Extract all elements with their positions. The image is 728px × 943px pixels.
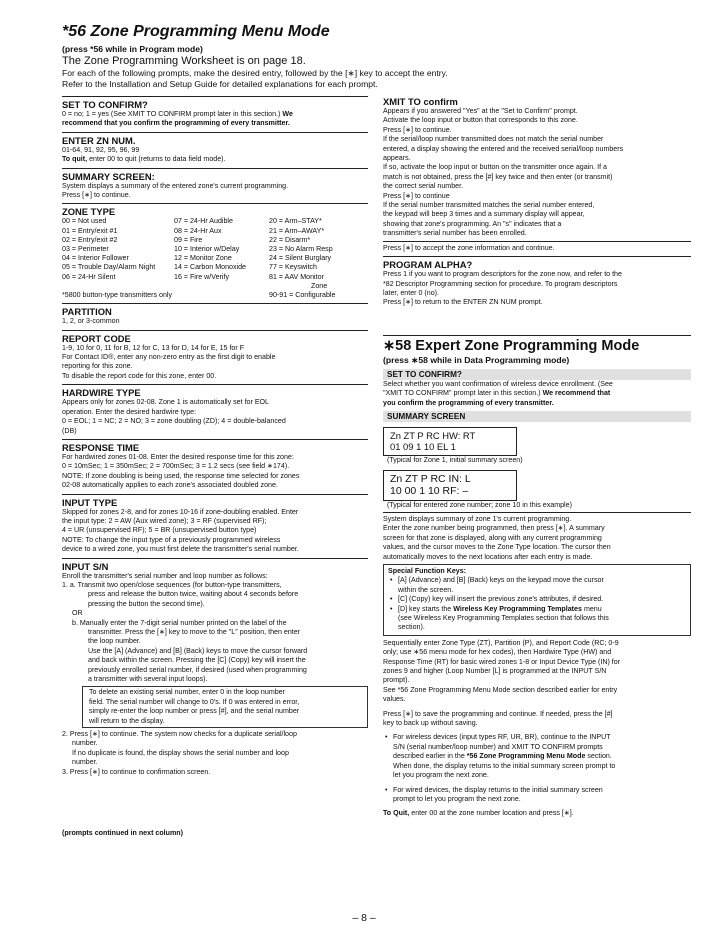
- input-type-line-2: the input type: 2 = AW (Aux wired zone); 3 = RF (supervised RF);: [62, 516, 267, 525]
- page-subtitle: (press *56 while in Program mode): [62, 44, 203, 54]
- key-bullet: [D] key starts the: [398, 604, 452, 613]
- xmit-heading: XMIT TO confirm: [383, 96, 458, 107]
- alpha-line: Press [∗] to return to the ENTER ZN NUM prompt.: [383, 298, 543, 307]
- set-to-confirm-text: 0 = no; 1 = yes (See XMIT TO CONFIRM prompt later in this section.): [62, 110, 281, 118]
- xmit-text: [383, 107, 691, 239]
- xmit-line: showing that zone's programming. An "s" indicates that a: [383, 219, 562, 228]
- divider: [383, 241, 691, 242]
- wired-bullet: • For wired devices, the display returns to the initial summary screen: [383, 786, 691, 795]
- xmit-line: entered, a display showing the entered and the received serial/loop numbers: [383, 144, 624, 153]
- input-sn-line: pressing the button the second time).: [88, 599, 205, 608]
- input-type-section: [62, 494, 368, 555]
- xmit-line: the keypad will beep 3 times and a summary display will appear,: [383, 210, 585, 219]
- summary-text: System displays a summary of the entered zone's current programming.: [62, 181, 289, 190]
- zone-type-cell: 23 = No Alarm Resp: [269, 245, 333, 254]
- input-sn-line: b. Manually enter the 7-digit serial number printed on the label of the: [72, 618, 287, 627]
- report-code-line-1: 1-9, 10 for 0, 11 for B, 12 for C, 13 for D, 14 for E, 15 for F: [62, 343, 245, 352]
- response-line-1: For hardwired zones 01-08. Enter the desired response time for this zone:: [62, 452, 294, 461]
- zone-type-configurable: 90-91 = Configurable: [269, 291, 336, 300]
- alpha-line: Press 1 if you want to program descriptors for the zone now, and refer to the: [383, 270, 622, 279]
- program-alpha-heading: PROGRAM ALPHA?: [383, 259, 473, 271]
- enter-zn-section: [62, 132, 368, 165]
- page-title: *56 Zone Programming Menu Mode: [62, 23, 330, 40]
- expert-title: ∗58 Expert Zone Programming Mode: [383, 337, 640, 354]
- key-bullet: • [A] (Advance) and [B] (Back) keys on the keypad move the cursor: [388, 576, 686, 585]
- set-to-confirm-recommend: recommend that you confirm the programming of every transmitter.: [62, 119, 290, 128]
- response-time-heading: RESPONSE TIME: [62, 441, 140, 453]
- page-number: – 8 –: [352, 912, 376, 924]
- zone-type-cell: 06 = 24-Hr Silent: [62, 272, 116, 281]
- key-bullet: • [C] (Copy) key will insert the previous zone's attributes, if desired.: [388, 595, 686, 604]
- expert-sequence-text: [383, 639, 691, 705]
- continued-note: (prompts continued in next column): [62, 829, 183, 838]
- expert-confirm-line: "XMIT TO CONFIRM" prompt later in this section.): [383, 389, 541, 398]
- zone-type-row: [62, 217, 368, 226]
- quit-label: To Quit,: [383, 809, 410, 818]
- set-to-confirm-bold: We: [282, 110, 293, 118]
- expert-para-line: Sequentially enter Zone Type (ZT), Partition (P), and Report Code (RC; 0-9: [383, 638, 619, 647]
- report-code-section: [62, 330, 368, 382]
- expert-summary-heading: SUMMARY SCREEN: [383, 411, 691, 422]
- xmit-line: Press [∗] to continue.: [383, 125, 452, 134]
- zone-type-cell: 00 = Not used: [62, 217, 107, 226]
- hardwire-line-2: operation. Enter the desired hardwire type:: [62, 407, 197, 416]
- lcd-display-zone1: [383, 427, 517, 456]
- zone-type-row: [62, 254, 368, 263]
- zone-menu-ref: *56 Zone Programming Menu Mode: [466, 752, 586, 761]
- expert-para-line: Response Time (RT) for basic wired zones 1-8 or Input Device Type (IN) for: [383, 657, 621, 666]
- expert-para-line: values.: [383, 695, 406, 704]
- zone-type-table: [62, 217, 368, 291]
- zone-type-cell: 01 = Entry/exit #1: [62, 226, 118, 235]
- zone-type-cell: 22 = Disarm*: [269, 235, 311, 244]
- lcd-line: Zn ZT P RC HW: RT: [390, 429, 476, 441]
- input-sn-line: 1. a. Transmit two open/close sequences (for button-type transmitters,: [62, 580, 282, 589]
- expert-recommend-line: you confirm the programming of every transmitter.: [383, 398, 554, 407]
- zone-type-cell: 09 = Fire: [174, 235, 203, 244]
- expert-confirm-heading: SET TO CONFIRM?: [383, 369, 691, 380]
- zone-type-cell: [62, 282, 174, 291]
- key-bullet-end: menu: [583, 604, 602, 613]
- quit-text: enter 00 at the zone number location and press [∗].: [411, 809, 574, 818]
- response-time-section: [62, 439, 368, 491]
- input-sn-line: press and release the button twice, waiting about 4 seconds before: [88, 590, 299, 599]
- enter-zn-quit-label: To quit,: [62, 155, 88, 164]
- expert-section: [383, 338, 691, 819]
- expert-subtitle: (press ∗58 while in Data Programming mode): [383, 354, 570, 365]
- xmit-line: If the serial/loop number transmitted does not match the serial number: [383, 135, 604, 144]
- wireless-bullet-cont: When done, the display returns to the initial summary screen prompt to: [393, 761, 616, 770]
- xmit-line: the correct serial number.: [383, 182, 464, 191]
- input-sn-heading: INPUT S/N: [62, 560, 109, 572]
- delete-note-line: field. The serial number will change to 0's. If 0 was entered in error,: [89, 697, 300, 706]
- left-column: [62, 96, 368, 842]
- input-sn-line: number.: [72, 739, 98, 748]
- expert-summary-text: [383, 515, 691, 562]
- intro-line-1: For each of the following prompts, make the desired entry, followed by the [∗] key to accept the entry.: [62, 68, 448, 78]
- lcd-caption: (Typical for Zone 1, initial summary screen): [387, 455, 523, 464]
- key-bullet-cont: (see Wireless Key Programming Templates section that follows this: [398, 614, 609, 622]
- expert-para-line: Enter the zone number being programmed, then press [∗]. A summary: [383, 524, 605, 533]
- report-code-line-4: To disable the report code for this zone, enter 00.: [62, 371, 217, 380]
- input-type-line-3: 4 = UR (unsupervised RF); 5 = BR (unsupervised button type): [62, 526, 257, 535]
- delete-note-line: will return to the display.: [89, 716, 165, 725]
- input-type-line-5: device to a wired zone, you must first delete the transmitter's serial number.: [62, 545, 299, 554]
- zone-type-cell: 10 = Interior w/Delay: [174, 245, 240, 254]
- zone-type-cell: 81 = AAV Monitor: [269, 272, 324, 281]
- special-keys-heading: Special Function Keys:: [388, 566, 467, 575]
- lcd-caption: (Typical for entered zone number; zone 10 in this example): [387, 500, 572, 509]
- lcd-line: 10 00 1 10 RF: –: [390, 485, 469, 498]
- alpha-line: *82 Descriptor Programming section for procedure. To program descriptors: [383, 279, 618, 288]
- zone-type-footnote: *5800 button-type transmitters only: [62, 291, 173, 300]
- page-header: [62, 22, 674, 90]
- input-sn-line: a transmitter with several input loops).: [88, 675, 208, 684]
- zone-type-cell: 16 = Fire w/Verify: [174, 272, 229, 281]
- input-type-heading: INPUT TYPE: [62, 496, 118, 508]
- xmit-line: If the serial number transmitted matches the serial number entered,: [383, 201, 595, 210]
- right-column: [383, 96, 691, 819]
- report-code-line-3: reporting for this zone.: [62, 362, 133, 371]
- summary-heading: SUMMARY SCREEN:: [62, 170, 155, 182]
- zone-type-heading: ZONE TYPE: [62, 206, 116, 218]
- summary-continue: Press [∗] to continue.: [62, 191, 131, 200]
- special-function-keys-box: [383, 564, 691, 636]
- zone-type-cell: 24 = Silent Burglary: [269, 254, 332, 263]
- wireless-bullet-end: section.: [587, 752, 612, 761]
- enter-zn-heading: ENTER ZN NUM.: [62, 134, 136, 146]
- lcd-line: 01 09 1 10 EL 1: [390, 441, 456, 453]
- xmit-line: appears.: [383, 154, 411, 163]
- expert-confirm-line: Select whether you want confirmation of wireless device enrollment. (See: [383, 379, 613, 388]
- set-to-confirm-heading: SET TO CONFIRM?: [62, 99, 148, 110]
- wireless-bullet-cont: described earlier in the: [393, 752, 465, 761]
- delete-note-line: To delete an existing serial number, enter 0 in the loop number: [89, 688, 285, 697]
- wireless-bullet-cont: let you program the next zone.: [393, 771, 489, 780]
- zone-type-cell: 20 = Arm–STAY*: [269, 217, 322, 226]
- input-sn-line: 3. Press [∗] to continue to confirmation screen.: [62, 767, 211, 776]
- program-alpha-text: [383, 270, 691, 308]
- xmit-line: Appears if you answered "Yes" at the "Set to Confirm" prompt.: [383, 107, 578, 115]
- report-code-line-2: For Contact ID®, enter any non-zero entry as the first digit to enable: [62, 353, 276, 362]
- wired-bullet-cont: prompt to let you program the next zone.: [393, 794, 521, 803]
- zone-type-cell: 07 = 24-Hr Audible: [174, 217, 233, 226]
- lcd-line: Zn ZT P RC IN: L: [390, 472, 471, 485]
- expert-para-line: zones 9 and higher (Loop Number [L] is programmed at the INPUT S/N: [383, 667, 607, 676]
- zone-type-row: [62, 245, 368, 254]
- hardwire-line-4: (DB): [62, 426, 77, 435]
- input-sn-line: the loop number.: [88, 637, 141, 646]
- enter-zn-range: 01-64, 91, 92, 95, 96, 99: [62, 145, 140, 154]
- zone-type-cell: 14 = Carbon Monoxide: [174, 263, 246, 272]
- zone-type-row: [62, 227, 368, 236]
- zone-type-cell: [174, 282, 269, 291]
- xmit-line: If so, activate the loop input or button on the transmitter once again. If a: [383, 163, 607, 172]
- input-type-line-4: NOTE: To change the input type of a previously programmed wireless: [62, 535, 281, 544]
- worksheet-note: The Zone Programming Worksheet is on page 18.: [62, 55, 306, 67]
- partition-section: [62, 303, 368, 326]
- alpha-line: later, enter 0 (no).: [383, 288, 439, 297]
- hardwire-line-1: Appears only for zones 02-08. Zone 1 is automatically set for EOL: [62, 398, 270, 407]
- summary-section: [62, 168, 368, 201]
- expert-para-line: Press [∗] to save the programming and continue. If needed, press the [#]: [383, 709, 613, 718]
- input-sn-line: number.: [72, 758, 98, 767]
- set-to-confirm-section: [62, 96, 368, 129]
- zone-type-cell: 21 = Arm–AWAY*: [269, 226, 325, 235]
- zone-type-section: [62, 203, 368, 300]
- xmit-line: transmitter's serial number has been enrolled.: [383, 229, 527, 238]
- zone-type-cell: 77 = Keyswitch: [269, 263, 317, 272]
- divider: [383, 335, 691, 336]
- input-sn-line: Enroll the transmitter's serial number and loop number as follows:: [62, 571, 268, 580]
- input-sn-line: If no duplicate is found, the display shows the serial number and loop: [72, 748, 289, 757]
- zone-type-cell: 12 = Monitor Zone: [174, 254, 232, 263]
- zone-type-cell: 03 = Perimeter: [62, 245, 109, 254]
- response-line-3: NOTE: If zone doubling is being used, the response time selected for zones: [62, 471, 300, 480]
- input-sn-or: OR: [72, 609, 83, 618]
- report-code-heading: REPORT CODE: [62, 332, 131, 344]
- expert-para-line: only; use ∗56 menu mode for hex codes), then Hardwire Type (HW) and: [383, 648, 612, 657]
- hardwire-type-section: [62, 384, 368, 436]
- expert-para-line: See *56 Zone Programming Menu Mode section described earlier for entry: [383, 685, 618, 694]
- input-sn-section: [62, 558, 368, 839]
- zone-type-cell: Zone: [311, 281, 328, 290]
- expert-save-text: [383, 710, 691, 729]
- xmit-line: match is not obtained, press the [#] key twice and then enter (or transmit): [383, 172, 613, 181]
- expert-para-line: key to back up without saving.: [383, 719, 478, 728]
- zone-type-row: [62, 236, 368, 245]
- input-type-line-1: Skipped for zones 2-8, and for zones 10-16 if zone-doubling enabled. Enter: [62, 507, 299, 516]
- response-line-4: 02-08 automatically applies to each zone's associated doubled zone.: [62, 481, 278, 490]
- expert-para-line: screen for that zone is displayed, along with any current programming: [383, 533, 602, 542]
- wireless-bullet: • For wireless devices (input types RF, UR, BR), continue to the INPUT: [383, 733, 691, 742]
- hardwire-line-3: 0 = EOL; 1 = NC; 2 = NO; 3 = zone doubling (ZD); 4 = double-balanced: [62, 417, 286, 426]
- expert-para-line: System displays summary of zone 1's current programming.: [383, 514, 572, 523]
- zone-type-cell: 08 = 24-Hr Aux: [174, 226, 222, 235]
- expert-recommend: We recommend that: [542, 389, 611, 398]
- lcd-display-zone10: [383, 470, 517, 501]
- zone-type-row: [62, 282, 368, 291]
- expert-para-line: automatically moves to the next locations after each entry is made.: [383, 552, 593, 561]
- partition-heading: PARTITION: [62, 306, 112, 318]
- input-sn-line: 2. Press [∗] to continue. The system now checks for a duplicate serial/loop: [62, 730, 297, 739]
- input-sn-line: previously enrolled serial number, if desired (used when programming: [88, 665, 307, 674]
- xmit-line: Press [∗] to continue: [383, 191, 450, 200]
- divider: [383, 512, 691, 513]
- zone-type-cell: 05 = Trouble Day/Alarm Night: [62, 263, 156, 272]
- response-line-2: 0 = 10mSec; 1 = 350mSec; 2 = 700mSec; 3 = 1.2 secs (see field ∗174).: [62, 462, 290, 471]
- templates-menu-name: Wireless Key Programming Templates: [453, 604, 582, 613]
- zone-type-cell: 04 = Interior Follower: [62, 254, 129, 263]
- key-bullet-cont: within the screen.: [398, 585, 454, 594]
- expert-para-line: prompt).: [383, 676, 410, 685]
- program-alpha-section: [383, 256, 691, 308]
- xmit-accept: Press [∗] to accept the zone information and continue.: [383, 243, 555, 252]
- zone-type-row: [62, 263, 368, 272]
- key-bullet-cont: section).: [398, 623, 425, 632]
- delete-serial-note: [82, 686, 368, 728]
- input-sn-line: and back within the screen. Pressing the [C] (Copy) key will insert the: [88, 656, 306, 665]
- delete-note-line: simply re-enter the loop number or press [#], and the serial number: [89, 707, 300, 716]
- partition-values: 1, 2, or 3-common: [62, 317, 120, 326]
- xmit-line: Activate the loop input or button that corresponds to this zone.: [383, 116, 578, 125]
- intro-line-2: Refer to the Installation and Setup Guide for detailed explanations for each prompt.: [62, 79, 378, 89]
- expert-para-line: values, and the cursor moves to the Zone Type location. The cursor then: [383, 543, 611, 552]
- wireless-bullet-cont: S/N (serial number/loop number) and XMIT TO CONFIRM prompts: [393, 742, 603, 751]
- input-sn-line: Use the [A] (Advance) and [B] (Back) keys to move the cursor forward: [88, 646, 308, 655]
- xmit-section: [383, 96, 691, 253]
- enter-zn-quit-text: enter 00 to quit (returns to data field mode).: [89, 155, 226, 164]
- hardwire-type-heading: HARDWIRE TYPE: [62, 387, 141, 399]
- zone-type-row: [62, 273, 368, 282]
- zone-type-cell: 02 = Entry/exit #2: [62, 235, 118, 244]
- input-sn-line: transmitter. Press the [∗] key to move to the "L" position, then enter: [88, 628, 301, 637]
